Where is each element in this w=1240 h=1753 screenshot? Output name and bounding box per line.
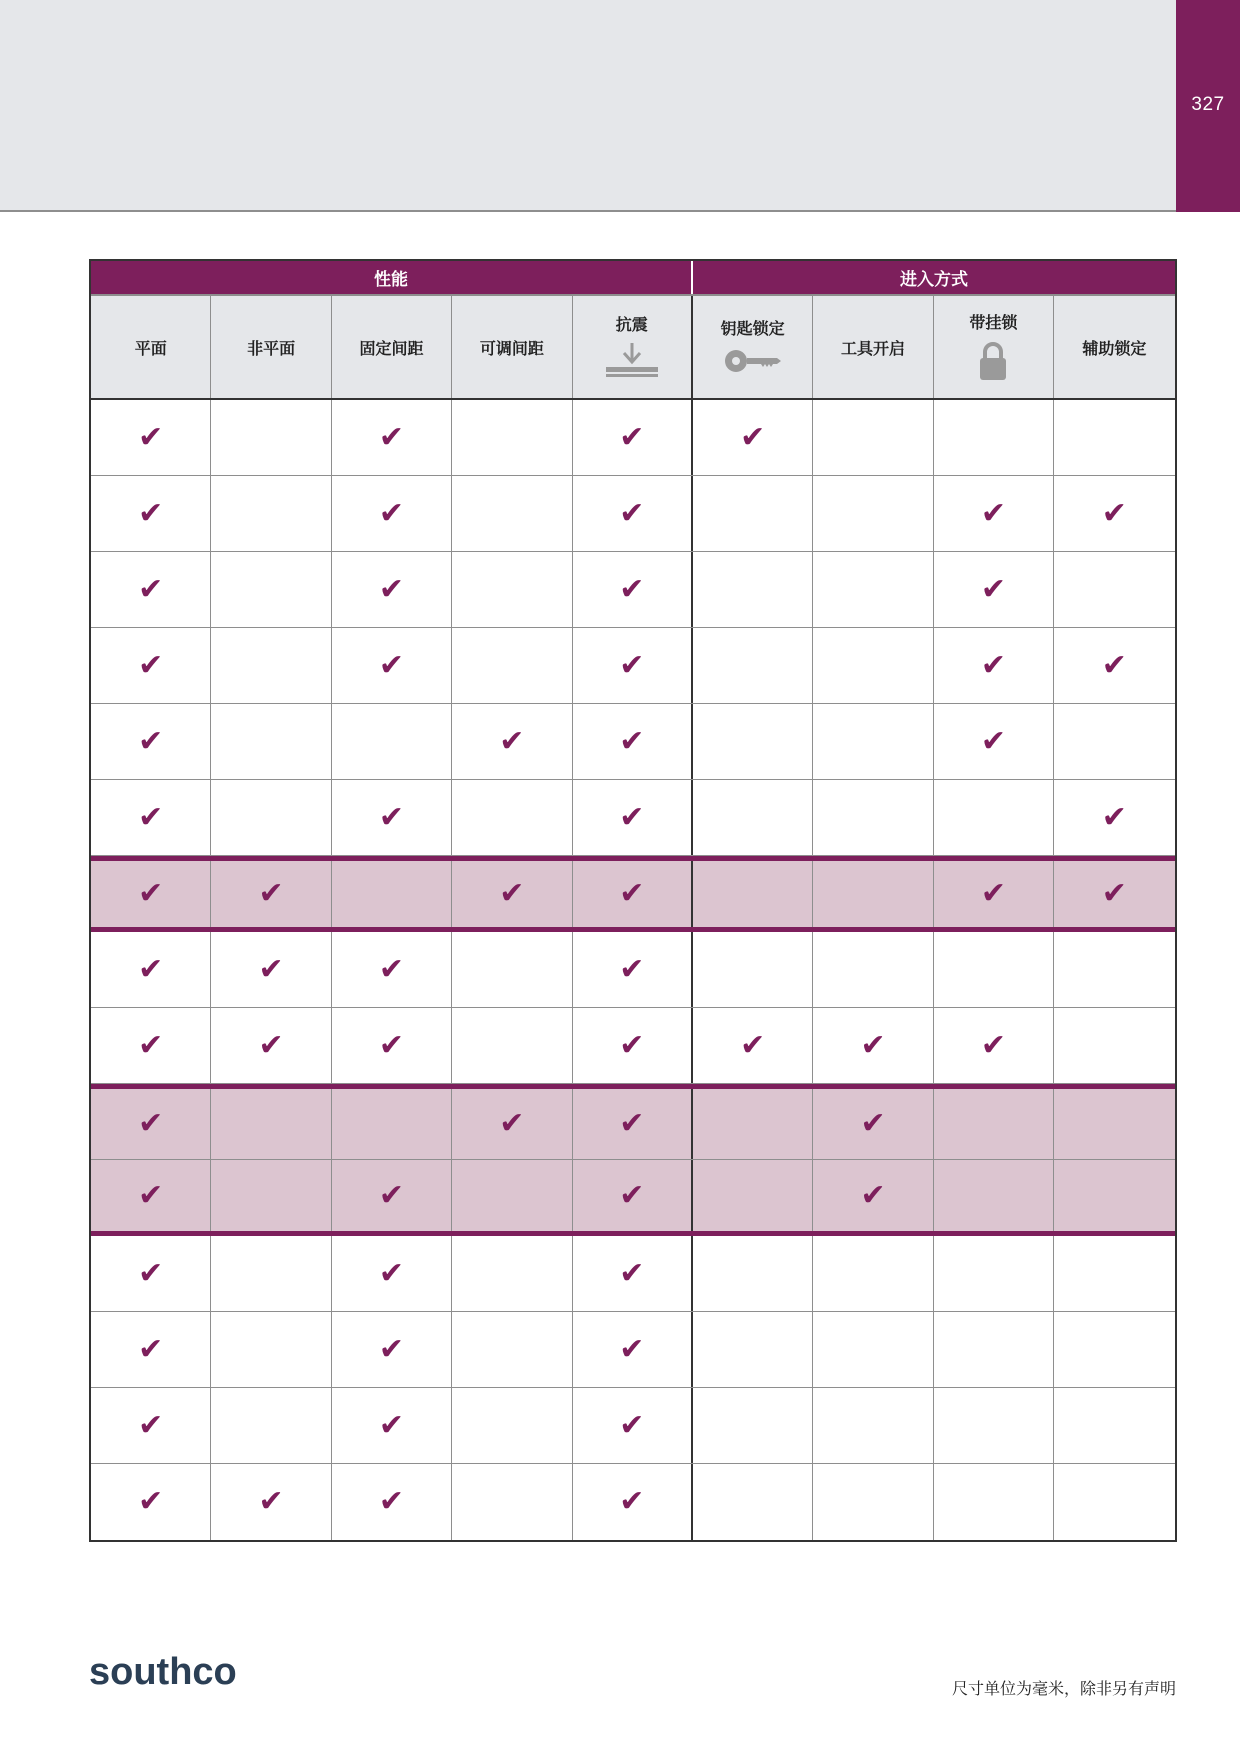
table-row — [91, 1464, 1175, 1540]
check-icon: ✔ — [378, 1331, 405, 1367]
check-icon: ✔ — [138, 799, 164, 835]
check-icon: ✔ — [1101, 799, 1127, 835]
check-icon: ✔ — [619, 1407, 645, 1443]
check-icon: ✔ — [138, 1177, 164, 1213]
column-header — [693, 296, 813, 398]
table-cell — [332, 1464, 452, 1540]
check-icon: ✔ — [619, 1106, 645, 1141]
table-body — [91, 400, 1175, 1540]
table-cell — [934, 1312, 1054, 1387]
table-cell — [573, 1008, 693, 1083]
table-cell — [91, 1089, 211, 1159]
table-cell — [693, 1312, 813, 1387]
check-icon: ✔ — [378, 419, 405, 455]
table-cell — [813, 1464, 933, 1540]
key-icon — [723, 347, 783, 379]
check-icon: ✔ — [860, 1106, 886, 1141]
check-icon: ✔ — [499, 723, 525, 759]
table-cell — [934, 1388, 1054, 1463]
table-cell — [91, 704, 211, 779]
check-icon: ✔ — [138, 419, 164, 455]
table-cell — [91, 780, 211, 855]
table-cell — [573, 1464, 693, 1540]
table-row — [91, 1008, 1175, 1084]
table-cell — [1054, 400, 1174, 475]
table-cell — [91, 1008, 211, 1083]
table-cell — [813, 476, 933, 551]
table-cell — [91, 552, 211, 627]
table-cell — [813, 932, 933, 1007]
check-icon: ✔ — [378, 799, 405, 835]
table-cell — [934, 780, 1054, 855]
check-icon: ✔ — [138, 723, 164, 759]
check-icon: ✔ — [619, 1177, 645, 1213]
table-cell — [452, 1388, 572, 1463]
check-icon: ✔ — [619, 1484, 645, 1519]
check-icon: ✔ — [138, 1407, 164, 1443]
table-cell — [573, 400, 693, 475]
check-icon: ✔ — [138, 495, 164, 531]
check-icon: ✔ — [619, 1331, 645, 1367]
column-header — [573, 296, 693, 398]
southco-logo — [89, 1648, 249, 1696]
units-note: 尺寸单位为毫米，除非另有声明 — [951, 1679, 1176, 1698]
table-cell — [91, 1160, 211, 1231]
table-cell — [934, 932, 1054, 1007]
table-cell — [452, 476, 572, 551]
column-header-label: 辅助锁定 — [1082, 338, 1147, 358]
check-icon: ✔ — [378, 1407, 405, 1443]
table-cell — [332, 1312, 452, 1387]
table-cell — [211, 1089, 331, 1159]
check-icon: ✔ — [378, 647, 405, 683]
table-cell — [1054, 780, 1174, 855]
table-cell — [1054, 1160, 1174, 1231]
table-cell — [573, 1089, 693, 1159]
table-cell — [211, 861, 331, 927]
column-header-row — [91, 294, 1175, 400]
check-icon: ✔ — [138, 1027, 164, 1063]
table-cell — [1054, 1312, 1174, 1387]
table-cell — [573, 932, 693, 1007]
table-cell — [934, 628, 1054, 703]
column-header-label: 带挂锁 — [969, 312, 1018, 332]
table-cell — [934, 400, 1054, 475]
table-cell — [693, 552, 813, 627]
table-cell — [211, 1160, 331, 1231]
check-icon: ✔ — [1101, 876, 1127, 911]
table-cell — [813, 400, 933, 475]
table-cell — [1054, 932, 1174, 1007]
table-cell — [573, 476, 693, 551]
table-cell — [934, 704, 1054, 779]
table-cell — [573, 1160, 693, 1231]
check-icon: ✔ — [258, 951, 284, 987]
table-cell — [573, 552, 693, 627]
table-cell — [1054, 1388, 1174, 1463]
table-cell — [452, 780, 572, 855]
check-icon: ✔ — [138, 1331, 164, 1367]
check-icon: ✔ — [980, 571, 1006, 607]
table-cell — [934, 1089, 1054, 1159]
check-icon: ✔ — [138, 571, 164, 607]
check-icon: ✔ — [138, 1106, 164, 1141]
table-cell — [211, 400, 331, 475]
logo-text: southco — [89, 1651, 237, 1693]
table-row — [91, 704, 1175, 780]
table-cell — [1054, 628, 1174, 703]
column-header — [211, 296, 331, 398]
column-header-label: 可调间距 — [479, 338, 544, 358]
table-cell — [91, 476, 211, 551]
table-cell — [211, 704, 331, 779]
table-cell — [91, 861, 211, 927]
check-icon: ✔ — [619, 876, 645, 911]
table-cell — [573, 1388, 693, 1463]
check-icon: ✔ — [138, 876, 164, 911]
column-header-label: 非平面 — [247, 338, 296, 358]
table-cell — [693, 704, 813, 779]
table-cell — [91, 1464, 211, 1540]
features-table — [89, 259, 1177, 1542]
table-cell — [693, 1388, 813, 1463]
header-band — [0, 0, 1176, 212]
table-cell — [91, 1312, 211, 1387]
table-cell — [693, 1464, 813, 1540]
column-header-label: 抗震 — [615, 314, 648, 334]
column-header-label: 钥匙锁定 — [720, 318, 785, 338]
table-cell — [452, 1089, 572, 1159]
table-cell — [211, 932, 331, 1007]
table-cell — [573, 780, 693, 855]
check-icon: ✔ — [619, 799, 645, 835]
check-icon: ✔ — [258, 1484, 284, 1519]
table-cell — [91, 400, 211, 475]
table-cell — [813, 628, 933, 703]
table-cell — [934, 1160, 1054, 1231]
check-icon: ✔ — [980, 1027, 1006, 1063]
table-cell — [813, 704, 933, 779]
table-cell — [332, 1160, 452, 1231]
table-cell — [934, 1236, 1054, 1311]
table-row — [91, 1084, 1175, 1160]
table-cell — [693, 1008, 813, 1083]
table-row — [91, 1236, 1175, 1312]
table-row — [91, 780, 1175, 856]
padlock-icon — [977, 341, 1009, 385]
column-header-label: 平面 — [134, 338, 167, 358]
table-cell — [452, 861, 572, 927]
check-icon: ✔ — [860, 1177, 886, 1213]
group-header-row — [91, 261, 1175, 294]
table-cell — [573, 1312, 693, 1387]
table-cell — [813, 1160, 933, 1231]
column-header — [1054, 296, 1174, 398]
table-cell — [211, 1236, 331, 1311]
check-icon: ✔ — [138, 1484, 164, 1519]
check-icon: ✔ — [138, 951, 164, 987]
table-cell — [934, 476, 1054, 551]
table-cell — [452, 1464, 572, 1540]
table-cell — [573, 628, 693, 703]
check-icon: ✔ — [378, 951, 405, 987]
table-cell — [1054, 552, 1174, 627]
table-cell — [332, 476, 452, 551]
check-icon: ✔ — [619, 647, 645, 683]
column-header — [813, 296, 933, 398]
table-cell — [813, 780, 933, 855]
check-icon: ✔ — [980, 876, 1006, 911]
check-icon: ✔ — [378, 571, 405, 607]
column-header — [332, 296, 452, 398]
table-cell — [934, 1464, 1054, 1540]
check-icon: ✔ — [378, 1177, 405, 1213]
table-cell — [693, 1160, 813, 1231]
check-icon: ✔ — [740, 419, 766, 455]
check-icon: ✔ — [619, 951, 645, 987]
check-icon: ✔ — [258, 1027, 284, 1063]
table-row — [91, 1160, 1175, 1236]
table-cell — [693, 400, 813, 475]
table-cell — [332, 1089, 452, 1159]
table-cell — [211, 476, 331, 551]
table-cell — [693, 628, 813, 703]
table-cell — [211, 552, 331, 627]
table-cell — [452, 704, 572, 779]
table-cell — [1054, 476, 1174, 551]
table-cell — [452, 1008, 572, 1083]
table-cell — [332, 552, 452, 627]
table-cell — [452, 1236, 572, 1311]
column-header-label: 固定间距 — [359, 338, 424, 358]
table-cell — [573, 861, 693, 927]
table-cell — [1054, 704, 1174, 779]
group-performance: 性能 — [91, 261, 693, 294]
table-cell — [452, 400, 572, 475]
table-cell — [332, 1388, 452, 1463]
check-icon: ✔ — [619, 1027, 645, 1063]
column-header — [452, 296, 572, 398]
table-cell — [91, 1388, 211, 1463]
table-cell — [332, 861, 452, 927]
column-header — [934, 296, 1054, 398]
table-cell — [934, 861, 1054, 927]
check-icon: ✔ — [1101, 647, 1127, 683]
table-cell — [211, 1388, 331, 1463]
table-cell — [813, 1388, 933, 1463]
table-row — [91, 552, 1175, 628]
table-row — [91, 1312, 1175, 1388]
check-icon: ✔ — [499, 1106, 525, 1141]
table-row — [91, 932, 1175, 1008]
table-cell — [91, 628, 211, 703]
table-cell — [452, 552, 572, 627]
table-cell — [332, 1008, 452, 1083]
table-cell — [573, 704, 693, 779]
check-icon: ✔ — [378, 495, 405, 531]
table-cell — [573, 1236, 693, 1311]
table-cell — [452, 932, 572, 1007]
table-row — [91, 628, 1175, 704]
table-cell — [693, 476, 813, 551]
check-icon: ✔ — [619, 571, 645, 607]
table-cell — [332, 628, 452, 703]
table-cell — [934, 552, 1054, 627]
table-cell — [693, 1236, 813, 1311]
check-icon: ✔ — [980, 647, 1006, 683]
check-icon: ✔ — [619, 419, 645, 455]
table-cell — [813, 1089, 933, 1159]
check-icon: ✔ — [980, 495, 1006, 531]
check-icon: ✔ — [378, 1255, 405, 1291]
table-cell — [693, 861, 813, 927]
check-icon: ✔ — [1101, 495, 1127, 531]
table-cell — [693, 932, 813, 1007]
table-cell — [211, 1312, 331, 1387]
table-cell — [813, 1312, 933, 1387]
column-header-label: 工具开启 — [841, 338, 906, 358]
page-number: 327 — [1191, 94, 1225, 115]
table-cell — [91, 1236, 211, 1311]
check-icon: ✔ — [860, 1027, 886, 1063]
table-row — [91, 1388, 1175, 1464]
group-access: 进入方式 — [693, 261, 1175, 294]
table-row — [91, 856, 1175, 932]
table-cell — [813, 1236, 933, 1311]
table-cell — [452, 1160, 572, 1231]
check-icon: ✔ — [499, 876, 525, 911]
table-cell — [211, 1008, 331, 1083]
vibration-icon — [604, 343, 660, 383]
check-icon: ✔ — [258, 876, 284, 911]
check-icon: ✔ — [619, 723, 645, 759]
table-cell — [813, 552, 933, 627]
table-cell — [934, 1008, 1054, 1083]
table-cell — [693, 780, 813, 855]
check-icon: ✔ — [138, 1255, 164, 1291]
table-cell — [1054, 1464, 1174, 1540]
table-cell — [332, 932, 452, 1007]
table-cell — [91, 932, 211, 1007]
table-cell — [332, 704, 452, 779]
table-row — [91, 400, 1175, 476]
check-icon: ✔ — [980, 723, 1006, 759]
check-icon: ✔ — [378, 1484, 405, 1519]
table-cell — [211, 780, 331, 855]
table-cell — [1054, 1089, 1174, 1159]
check-icon: ✔ — [619, 1255, 645, 1291]
table-cell — [332, 400, 452, 475]
check-icon: ✔ — [740, 1027, 766, 1063]
table-cell — [332, 1236, 452, 1311]
table-cell — [452, 1312, 572, 1387]
table-cell — [211, 628, 331, 703]
table-cell — [452, 628, 572, 703]
table-cell — [813, 861, 933, 927]
table-cell — [1054, 1236, 1174, 1311]
table-cell — [332, 780, 452, 855]
check-icon: ✔ — [378, 1027, 405, 1063]
table-cell — [211, 1464, 331, 1540]
table-cell — [813, 1008, 933, 1083]
check-icon: ✔ — [138, 647, 164, 683]
table-cell — [693, 1089, 813, 1159]
table-cell — [1054, 1008, 1174, 1083]
table-row — [91, 476, 1175, 552]
column-header — [91, 296, 211, 398]
check-icon: ✔ — [619, 495, 645, 531]
table-cell — [1054, 861, 1174, 927]
